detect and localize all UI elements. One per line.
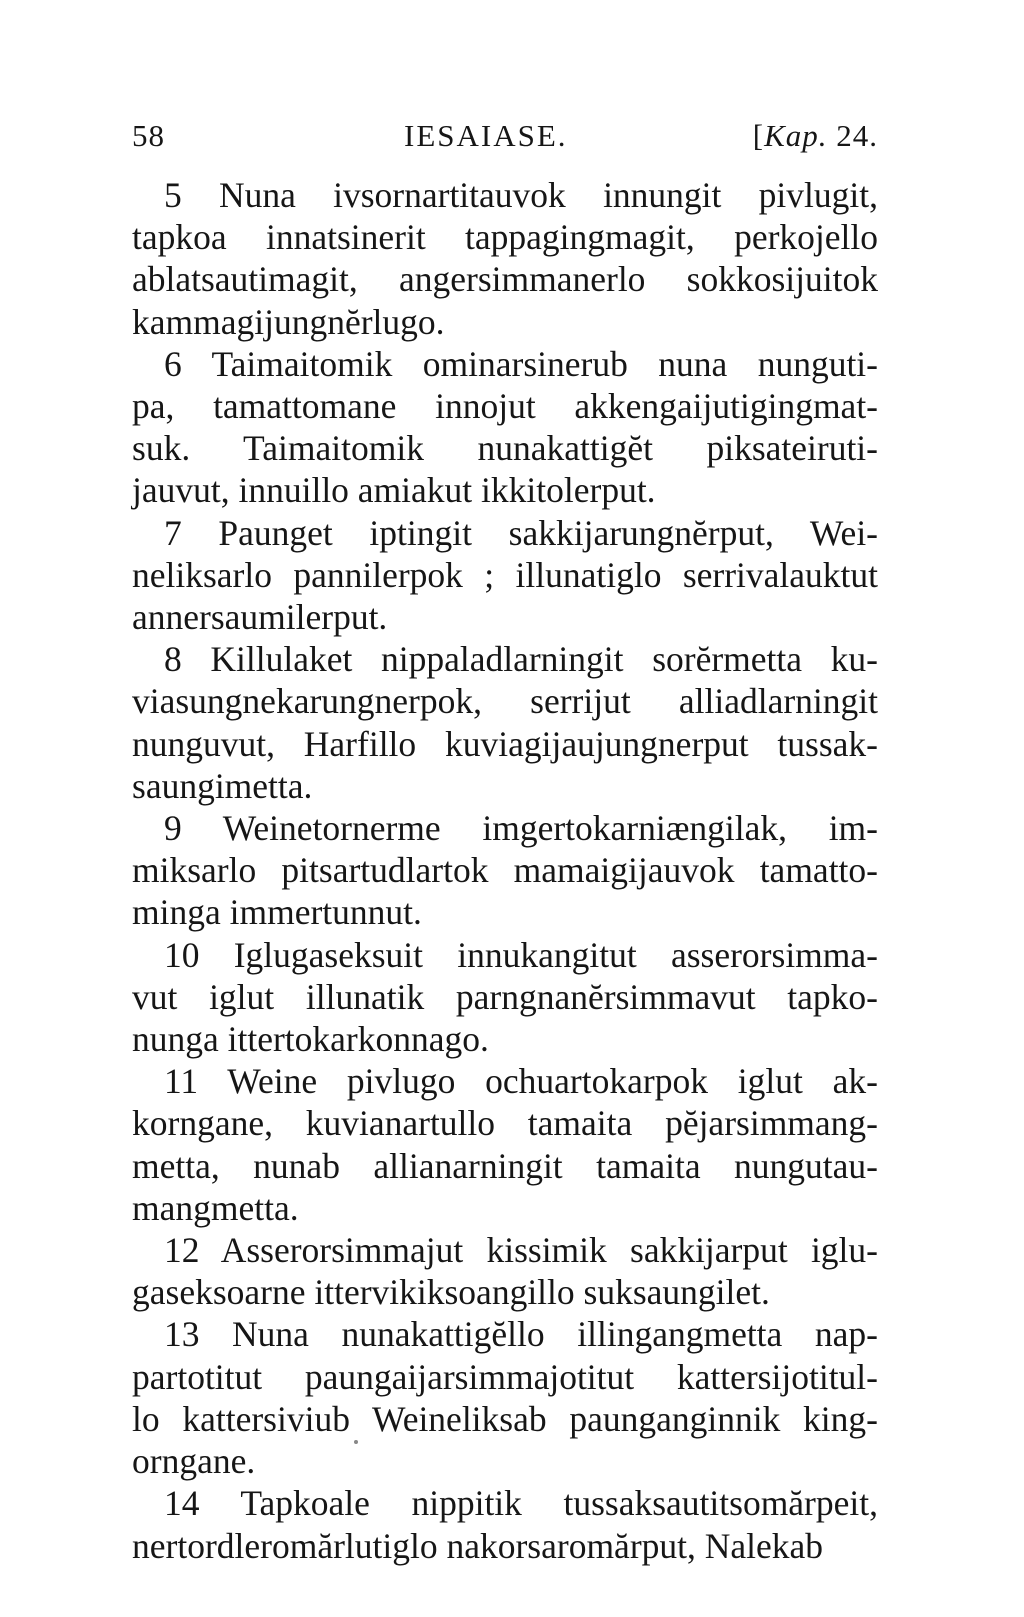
verse-line: nunguvut, Harfillo kuviagijaujungnerput tussak-: [132, 723, 878, 764]
verse-line: saungimetta.: [132, 765, 313, 806]
chapter-label: Kap.: [764, 118, 828, 153]
verse-line: korngane, kuvianartullo tamaita pĕjarsimmang-: [132, 1103, 878, 1144]
verse-line: metta, nunab allianarningit tamaita nungutau-: [132, 1145, 878, 1186]
verse-line: 11 Weine pivlugo ochuartokarpok iglut ak-: [163, 1061, 878, 1102]
verse-line: gaseksoarne ittervikiksoangillo suksaungilet.: [132, 1272, 770, 1313]
verse: [132, 1313, 878, 1482]
verse-line: jauvut, innuillo amiakut ikkitolerput.: [132, 470, 656, 511]
ink-speck: [354, 1440, 358, 1444]
verse-line: orngane.: [132, 1441, 256, 1482]
verse: [132, 638, 878, 807]
verse-line: lo kattersiviub Weineliksab paunganginnik king-: [132, 1398, 878, 1439]
verse: [132, 343, 878, 512]
verse-line: tapkoa innatsinerit tappagingmagit, perkojello: [132, 217, 878, 258]
running-title: IESAIASE.: [404, 118, 568, 153]
verse-line: kammagijungnĕrlugo.: [132, 301, 445, 342]
verse: [132, 934, 878, 1061]
verse-line: annersaumilerput.: [132, 597, 388, 638]
verse-line: 6 Taimaitomik ominarsinerub nuna nunguti-: [163, 343, 878, 384]
verse-line: 5 Nuna ivsornartitauvok innungit pivlugit,: [163, 175, 878, 215]
verse-line: nunga ittertokarkonnago.: [132, 1019, 489, 1060]
verse-line: 12 Asserorsimmajut kissimik sakkijarput iglu-: [163, 1230, 878, 1271]
verse-line: 14 Tapkoale nippitik tussaksautitsomărpeit,: [163, 1483, 878, 1524]
verse-line: 9 Weinetornerme imgertokarniængilak, im-: [163, 808, 878, 849]
verse-line: partotitut paungaijarsimmajotitut kattersijotitul-: [132, 1356, 878, 1397]
verse-line: mangmetta.: [132, 1187, 299, 1228]
verse-line: 13 Nuna nunakattigĕllo illingangmetta nap-: [163, 1314, 878, 1355]
verse-line: 7 Paunget iptingit sakkijarungnĕrput, Wei-: [163, 512, 878, 553]
verse-line: minga immertunnut.: [132, 892, 422, 933]
verse: [132, 1482, 878, 1566]
verse-line: 8 Killulaket nippaladlarningit sorĕrmetta ku-: [163, 639, 878, 680]
verse-line: pa, tamattomane innojut akkengaijutigingmat-: [132, 386, 878, 427]
verse-line: 10 Iglugaseksuit innukangitut asserorsimma-: [163, 934, 878, 975]
running-header: [132, 118, 878, 162]
verse-line: suk. Taimaitomik nunakattigĕt piksateiruti-: [132, 428, 878, 469]
book-page: [132, 118, 878, 1567]
verse-line: neliksarlo pannilerpok ; illunatiglo serrivalauktut: [132, 554, 878, 595]
verse-line: ablatsautimagit, angersimmanerlo sokkosijuitok: [132, 259, 878, 300]
page-number: 58: [132, 118, 165, 153]
verse: [132, 174, 878, 343]
verse-line: vut iglut illunatik parngnanĕrsimmavut tapko-: [132, 976, 878, 1017]
body-text: [132, 174, 878, 1567]
verse: [132, 512, 878, 639]
verse: [132, 1229, 878, 1313]
verse-line: miksarlo pitsartudlartok mamaigijauvok tamatto-: [132, 850, 878, 891]
verse: [132, 807, 878, 934]
chapter-bracket: [: [752, 118, 765, 153]
verse-line: nertordleromărlutiglo nakorsaromărput, Nalekab: [132, 1525, 824, 1566]
chapter-reference: [753, 118, 878, 154]
verse-line: viasungnekarungnerpok, serrijut alliadlarningit: [132, 681, 878, 722]
chapter-number: 24.: [836, 118, 878, 153]
verse: [132, 1060, 878, 1229]
